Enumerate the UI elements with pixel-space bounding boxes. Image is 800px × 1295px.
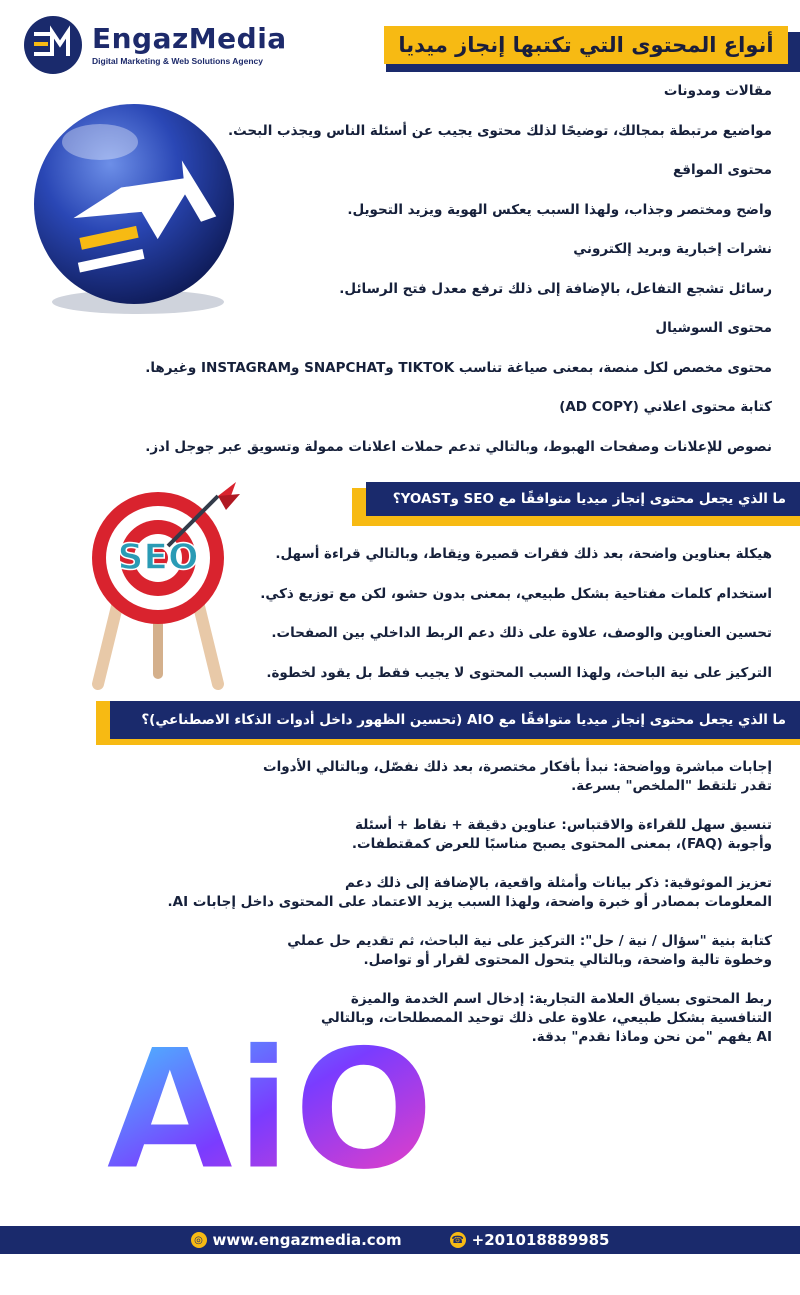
globe-icon: ◎ bbox=[191, 1232, 207, 1248]
list-item: واضح ومختصر وجذاب، ولهذا السبب يعكس الهوية ويزيد التحويل. bbox=[347, 201, 772, 218]
phone-text: +201018889985 bbox=[471, 1231, 610, 1249]
list-item: تحسين العناوين والوصف، علاوة على ذلك دعم الربط الداخلي بين الصفحات. bbox=[271, 625, 772, 641]
list-item: مقالات ومدونات bbox=[663, 83, 772, 99]
content-types-list bbox=[112, 80, 772, 475]
list-item: رسائل تشجع التفاعل، بالإضافة إلى ذلك ترفع معدل فتح الرسائل. bbox=[339, 280, 772, 297]
aio-label: AiO bbox=[104, 1030, 436, 1180]
list-item: محتوى المواقع bbox=[672, 162, 772, 178]
list-item: ربط المحتوى بسياق العلامة التجارية: إدخال اسم الخدمة والميزة التنافسية بشكل طبيعي، علاوة على ذلك توحيد المصطلحات، وبالتالي AI يفهم "من نحن وماذا نقدم" بدقة. bbox=[321, 991, 772, 1045]
em-monogram-icon bbox=[22, 14, 84, 76]
phone-link[interactable] bbox=[450, 1231, 610, 1249]
list-item: التركيز على نية الباحث، ولهذا السبب المحتوى لا يجيب فقط بل يقود لخطوة. bbox=[266, 664, 772, 681]
list-item: إجابات مباشرة وواضحة: نبدأ بأفكار مختصرة، بعد ذلك نفصّل، وبالتالي الأدوات تقدر تلتقط "الملخص" بسرعة. bbox=[263, 759, 772, 794]
list-item: محتوى مخصص لكل منصة، بمعنى صياغة تناسب TIKTOK وSNAPCHAT وINSTAGRAM وغيرها. bbox=[145, 359, 772, 376]
footer-bar bbox=[0, 1226, 800, 1254]
aio-section-heading bbox=[96, 701, 800, 745]
website-text: www.engazmedia.com bbox=[212, 1231, 402, 1249]
list-item: تعزيز الموثوقية: ذكر بيانات وأمثلة واقعية، بالإضافة إلى ذلك دعم المعلومات بمصادر أو خبرة واضحة، ولهذا السبب يزيد الاعتماد على المحتوى داخل إجابات AI. bbox=[167, 875, 772, 910]
list-item: نشرات إخبارية وبريد إلكتروني bbox=[573, 241, 772, 257]
list-item: تنسيق سهل للقراءة والاقتباس: عناوين دقيقة + نقاط + أسئلة وأجوبة (FAQ)، بمعنى المحتوى يصبح مناسبًا للعرض كمقتطفات. bbox=[351, 817, 772, 852]
aio-heading-text: ما الذي يجعل محتوى إنجاز ميديا متوافقًا مع AIO (تحسين الظهور داخل أدوات الذكاء الاصطناعي)؟ bbox=[141, 712, 786, 728]
aio-3d-text-illustration bbox=[70, 1030, 470, 1180]
list-item: محتوى السوشيال bbox=[655, 320, 772, 336]
phone-icon: ☎ bbox=[450, 1232, 466, 1248]
page-title-banner bbox=[386, 26, 800, 72]
brand-name: EngazMedia bbox=[92, 22, 287, 55]
list-item: نصوص للإعلانات وصفحات الهبوط، وبالتالي تدعم حملات اعلانات ممولة وتسويق عبر جوجل ادز. bbox=[145, 438, 772, 455]
list-item: استخدام كلمات مفتاحية بشكل طبيعي، بمعنى بدون حشو، لكن مع توزيع ذكي. bbox=[260, 585, 772, 602]
brand-logo bbox=[22, 14, 287, 76]
seo-target-illustration bbox=[68, 474, 248, 694]
seo-heading-text: ما الذي يجعل محتوى إنجاز ميديا متوافقًا مع SEO وYOAST؟ bbox=[392, 491, 786, 507]
list-item: هيكلة بعناوين واضحة، بعد ذلك فقرات قصيرة ونِقاط، وبالتالي قراءة أسهل. bbox=[275, 546, 772, 562]
aio-points-list bbox=[132, 758, 772, 1067]
website-link[interactable] bbox=[191, 1231, 402, 1249]
seo-target-label: SEO bbox=[117, 537, 199, 578]
brand-tagline: Digital Marketing & Web Solutions Agency bbox=[92, 56, 263, 66]
seo-points-list bbox=[232, 543, 772, 701]
page-title: أنواع المحتوى التي تكتبها إنجاز ميديا bbox=[398, 33, 774, 57]
seo-section-heading bbox=[352, 482, 800, 526]
list-item: كتابة بنية "سؤال / نية / حل": التركيز على نية الباحث، ثم تقديم حل عملي وخطوة تالية واضحة، وبالتالي يتحول المحتوى لقرار أو تواصل. bbox=[287, 933, 772, 968]
list-item: كتابة محتوى اعلاني (AD COPY) bbox=[559, 399, 772, 415]
list-item: مواضيع مرتبطة بمجالك، توضيحًا لذلك محتوى يجيب عن أسئلة الناس ويجذب البحث. bbox=[227, 122, 772, 139]
